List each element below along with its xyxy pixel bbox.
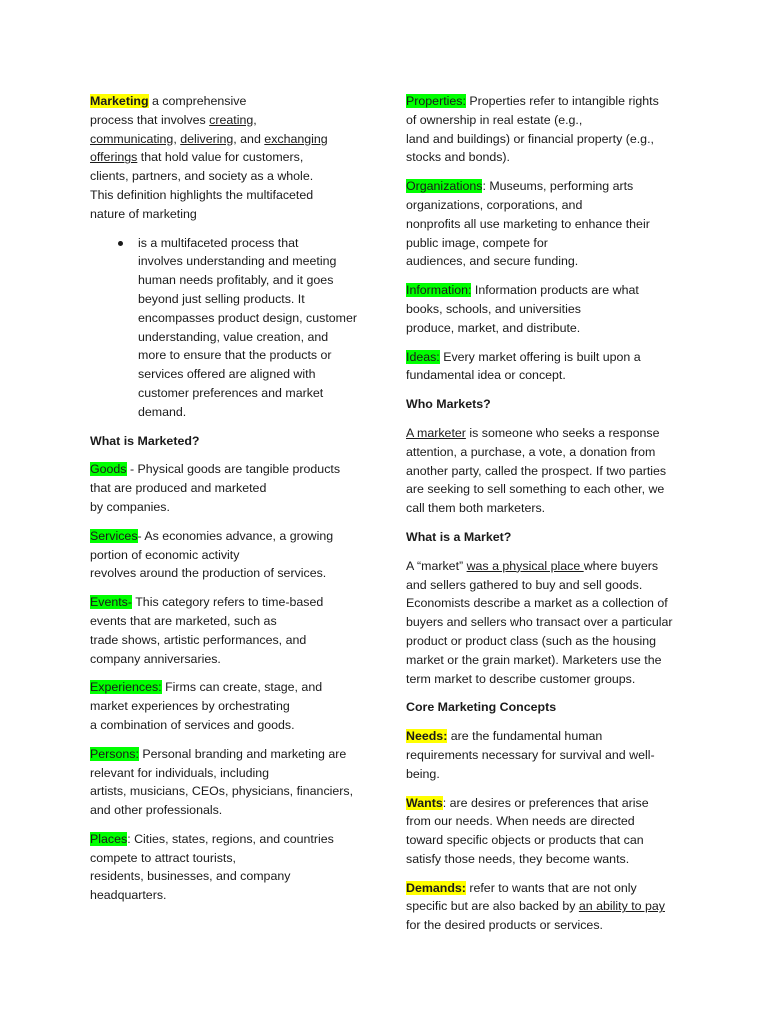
places-paragraph: Places: Cities, states, regions, and countries compete to attract tourists, residents, businesses, and company headquarters. <box>90 831 334 903</box>
term-events: Events- <box>90 595 133 610</box>
persons-paragraph: Persons: Personal branding and marketing are relevant for individuals, including artists, musicians, CEOs, physicians, financiers, and other professionals. <box>90 746 354 818</box>
term-goods: Goods <box>90 462 127 477</box>
term-persons: Persons: <box>90 746 139 761</box>
right-column <box>406 92 688 945</box>
term-ideas: Ideas: <box>406 349 440 364</box>
term-places: Places <box>90 831 128 846</box>
term-organizations: Organizations <box>406 179 483 194</box>
heading-what-is-a-market: What is a Market? <box>406 529 512 544</box>
ideas-paragraph: Ideas: Every market offering is built upon a fundamental idea or concept. <box>406 349 641 383</box>
heading-core-marketing-concepts: Core Marketing Concepts <box>406 700 557 715</box>
goods-paragraph: Goods - Physical goods are tangible products that are produced and marketed by companies. <box>90 462 341 514</box>
underlined-physical-place: was a physical place <box>466 558 584 573</box>
needs-paragraph: Needs: are the fundamental human requirements necessary for survival and well- being. <box>406 729 655 781</box>
market-paragraph: A “market” was a physical place where buyers and sellers gathered to buy and sell goods. Economists describe a market as a collection of buyers and sellers who transact over a particular product or product class (such as the housing market or the grain market). Marketers use the term market to describe customer groups. <box>406 558 673 686</box>
underlined-creating: creating <box>209 112 254 127</box>
term-marketing: Marketing <box>90 94 149 108</box>
wants-paragraph: Wants: are desires or preferences that arise from our needs. When needs are directed toward specific objects or products that can satisfy those needs, they become wants. <box>406 795 649 866</box>
events-paragraph: Events- This category refers to time-based events that are marketed, such as trade shows, artistic performances, and company anniversaries. <box>90 595 324 666</box>
term-wants: Wants <box>406 795 443 810</box>
bullet-item: is a multifaceted process that involves understanding and meeting human needs profitably, and it goes beyond just selling products. It encompasses product design, customer understanding, value creation, and more to ensure that the products or services offered are aligned with customer preferences and market demand. <box>138 234 372 422</box>
term-services: Services <box>90 528 138 543</box>
term-demands: Demands: <box>406 880 466 895</box>
underlined-communicating: communicating <box>90 131 174 146</box>
underlined-ability-to-pay: an ability to pay <box>578 899 665 914</box>
intro-paragraph: Marketing a comprehensive process that involves creating, communicating, delivering, and exchanging offerings that hold value for customers, clients, partners, and society as a whole. This definition highlights the multifaceted nature of marketing <box>90 94 328 221</box>
term-experiences: Experiences: <box>90 680 162 695</box>
underlined-delivering: delivering <box>180 131 234 146</box>
term-properties: Properties: <box>406 94 466 108</box>
term-needs: Needs: <box>406 729 448 744</box>
underlined-a-marketer: A marketer <box>406 425 466 440</box>
underlined-offerings: offerings <box>90 150 138 165</box>
information-paragraph: Information: Information products are what books, schools, and universities produce, market, and distribute. <box>406 283 639 335</box>
term-information: Information: <box>406 283 472 298</box>
marketer-paragraph: A marketer is someone who seeks a response attention, a purchase, a vote, a donation from another party, called the prospect. If two parties are seeking to sell something to each other, we call them both marketers. <box>406 425 667 516</box>
heading-what-is-marketed: What is Marketed? <box>90 433 200 448</box>
demands-paragraph: Demands: refer to wants that are not only specific but are also backed by an ability to pay for the desired products or services. <box>406 880 665 933</box>
services-paragraph: Services- As economies advance, a growing portion of economic activity revolves around the production of services. <box>90 528 334 581</box>
properties-paragraph: Properties: Properties refer to intangible rights of ownership in real estate (e.g., land and buildings) or financial property (e.g., stocks and bonds). <box>406 94 659 165</box>
underlined-exchanging: exchanging <box>264 131 328 146</box>
heading-who-markets: Who Markets? <box>406 397 491 412</box>
experiences-paragraph: Experiences: Firms can create, stage, and market experiences by orchestrating a combination of services and goods. <box>90 680 323 732</box>
bullet-list <box>90 234 372 422</box>
organizations-paragraph: Organizations: Museums, performing arts organizations, corporations, and nonprofits all use marketing to enhance their public image, compete for audiences, and secure funding. <box>406 179 650 269</box>
left-column <box>90 92 372 915</box>
